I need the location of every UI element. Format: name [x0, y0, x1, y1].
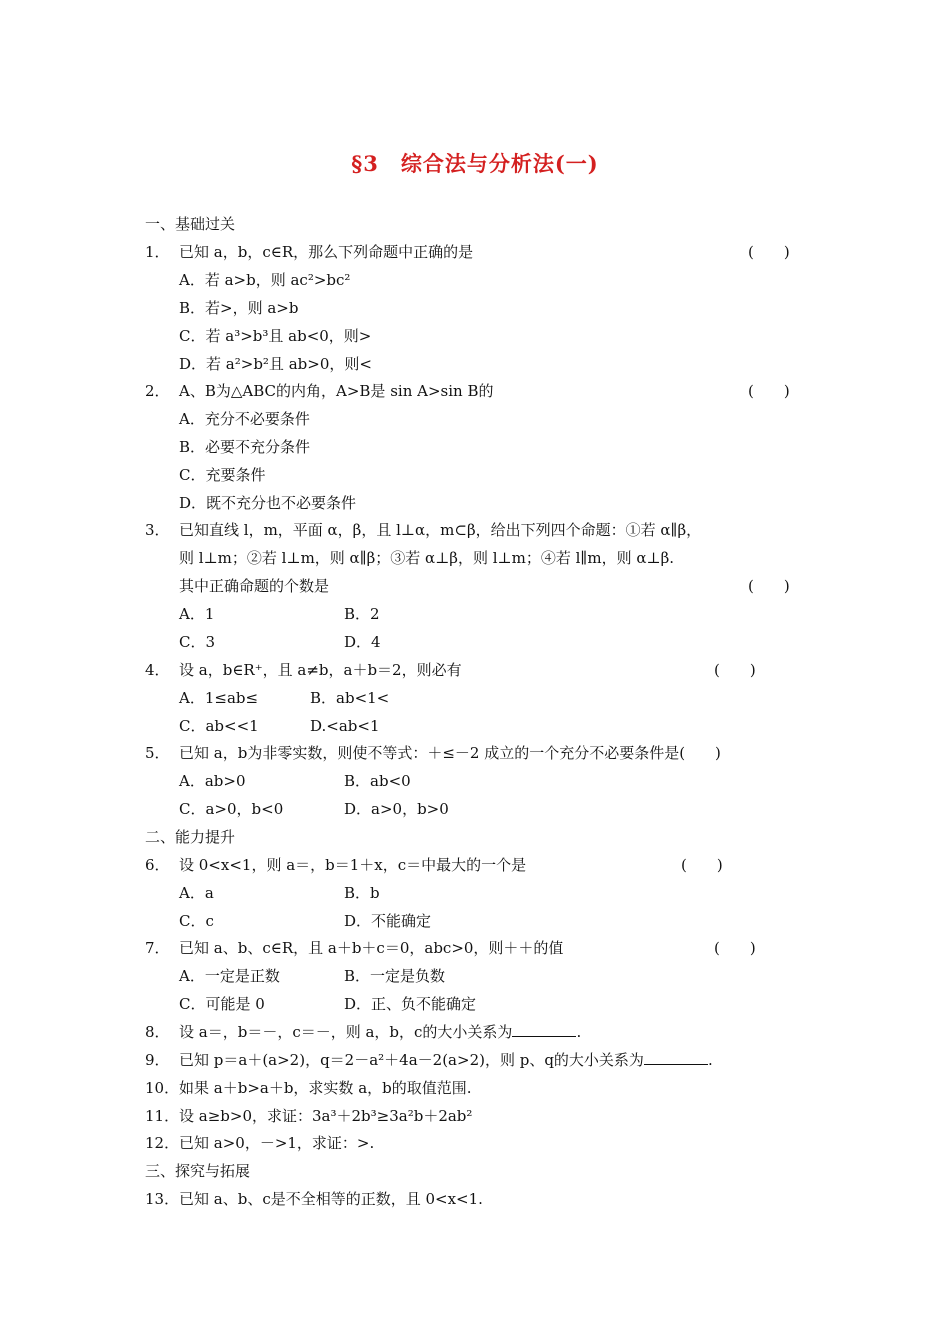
option-c: C．可能是 0: [179, 995, 265, 1013]
answer-paren: ( ): [681, 856, 723, 874]
question-5: [145, 743, 721, 763]
option-a: A．a: [179, 884, 214, 902]
question-4: [145, 660, 462, 680]
answer-paren: ( ): [748, 243, 790, 261]
option-b: B．若>，则 a>b: [179, 299, 299, 317]
question-1: [145, 242, 473, 262]
question-number: 13．: [145, 1190, 180, 1208]
question-number: 3．: [145, 521, 170, 539]
question-9: [145, 1050, 713, 1070]
option-d: D.<ab<1: [310, 717, 380, 735]
question-number: 4．: [145, 661, 170, 679]
option-c: C．若 a³>b³且 ab<0，则>: [179, 327, 372, 345]
question-number: 12．: [145, 1134, 180, 1152]
option-a: A．充分不必要条件: [179, 410, 310, 428]
answer-paren: ( ): [748, 577, 790, 595]
option-c: C．充要条件: [179, 466, 266, 484]
question-stem: 已知 a>0，－>1，求证：>.: [179, 1134, 375, 1152]
option-c: C．a>0，b<0: [179, 800, 284, 818]
answer-paren: ( ): [748, 382, 790, 400]
question-number: 1．: [145, 243, 170, 261]
option-a: A．1≤ab≤: [179, 689, 259, 707]
question-stem: A、B为△ABC的内角，A>B是 sin A>sin B的: [179, 382, 494, 400]
question-13: [145, 1189, 483, 1209]
question-number: 11．: [145, 1107, 180, 1125]
answer-paren: ( ): [714, 661, 756, 679]
option-b: B．b: [344, 884, 380, 902]
question-stem-cont: 其中正确命题的个数是: [179, 577, 330, 595]
option-c: C．c: [179, 912, 214, 930]
question-stem: 已知 a，b，c∈R，那么下列命题中正确的是: [179, 243, 474, 261]
question-7: [145, 938, 563, 958]
question-3: [145, 520, 701, 540]
question-stem-cont: 则 l⊥m；②若 l⊥m，则 α∥β；③若 α⊥β，则 l⊥m；④若 l∥m，则 α⊥β.: [179, 549, 675, 567]
option-d: D．既不充分也不必要条件: [179, 494, 357, 512]
question-number: 10．: [145, 1079, 180, 1097]
option-b: B．2: [344, 605, 380, 623]
option-a: A．若 a>b，则 ac²>bc²: [179, 271, 351, 289]
option-b: B．必要不充分条件: [179, 438, 311, 456]
question-stem: 已知 a、b、c∈R，且 a＋b＋c＝0，abc>0，则＋＋的值: [179, 939, 564, 957]
question-number: 5．: [145, 744, 170, 762]
option-c: C．ab<<1: [179, 717, 259, 735]
question-stem: 设 a＝，b＝－，c＝－，则 a，b，c的大小关系为: [179, 1023, 513, 1041]
question-stem: 已知 a，b为非零实数，则使不等式：＋≤－2 成立的一个充分不必要条件是( ): [179, 744, 721, 762]
option-a: A．ab>0: [179, 772, 246, 790]
question-end: .: [576, 1023, 582, 1041]
section-heading-ability: 二、能力提升: [145, 828, 236, 846]
answer-blank[interactable]: [644, 1050, 708, 1065]
question-end: .: [707, 1051, 713, 1069]
question-number: 2．: [145, 382, 170, 400]
question-stem: 设 a，b∈R⁺，且 a≠b，a＋b＝2，则必有: [179, 661, 462, 679]
question-stem: 如果 a＋b>a＋b，求实数 a，b的取值范围.: [179, 1079, 472, 1097]
question-number: 8．: [145, 1023, 170, 1041]
option-d: D．4: [344, 633, 381, 651]
question-stem: 设 0<x<1，则 a＝，b＝1＋x，c＝中最大的一个是: [179, 856, 527, 874]
option-d: D．a>0，b>0: [344, 800, 449, 818]
option-c: C．3: [179, 633, 216, 651]
section-heading-basic: 一、基础过关: [145, 215, 236, 233]
option-b: B．ab<0: [344, 772, 411, 790]
option-d: D．若 a²>b²且 ab>0，则<: [179, 355, 372, 373]
option-a: A．一定是正数: [179, 967, 280, 985]
question-number: 7．: [145, 939, 170, 957]
question-stem: 设 a≥b>0，求证：3a³＋2b³≥3a²b＋2ab²: [179, 1107, 473, 1125]
question-stem: 已知 a、b、c是不全相等的正数，且 0<x<1.: [179, 1190, 483, 1208]
question-stem: 已知 p＝a＋(a>2)，q＝2－a²＋4a－2(a>2)，则 p、q的大小关系为: [179, 1051, 644, 1069]
question-8: [145, 1022, 581, 1042]
page-title: §3 综合法与分析法(一): [351, 151, 599, 176]
question-12: [145, 1133, 374, 1153]
answer-blank[interactable]: [512, 1022, 576, 1037]
section-heading-explore: 三、探究与拓展: [145, 1162, 251, 1180]
option-d: D．正、负不能确定: [344, 995, 477, 1013]
question-6: [145, 855, 526, 875]
question-2: [145, 381, 493, 401]
option-b: B．一定是负数: [344, 967, 446, 985]
answer-paren: ( ): [714, 939, 756, 957]
question-number: 6．: [145, 856, 170, 874]
question-11: [145, 1106, 472, 1126]
question-stem: 已知直线 l，m，平面 α，β，且 l⊥α，m⊂β，给出下列四个命题：①若 α∥β，: [179, 521, 702, 539]
option-b: B．ab<1<: [310, 689, 390, 707]
question-number: 9．: [145, 1051, 170, 1069]
question-10: [145, 1078, 472, 1098]
option-d: D．不能确定: [344, 912, 432, 930]
option-a: A．1: [179, 605, 215, 623]
